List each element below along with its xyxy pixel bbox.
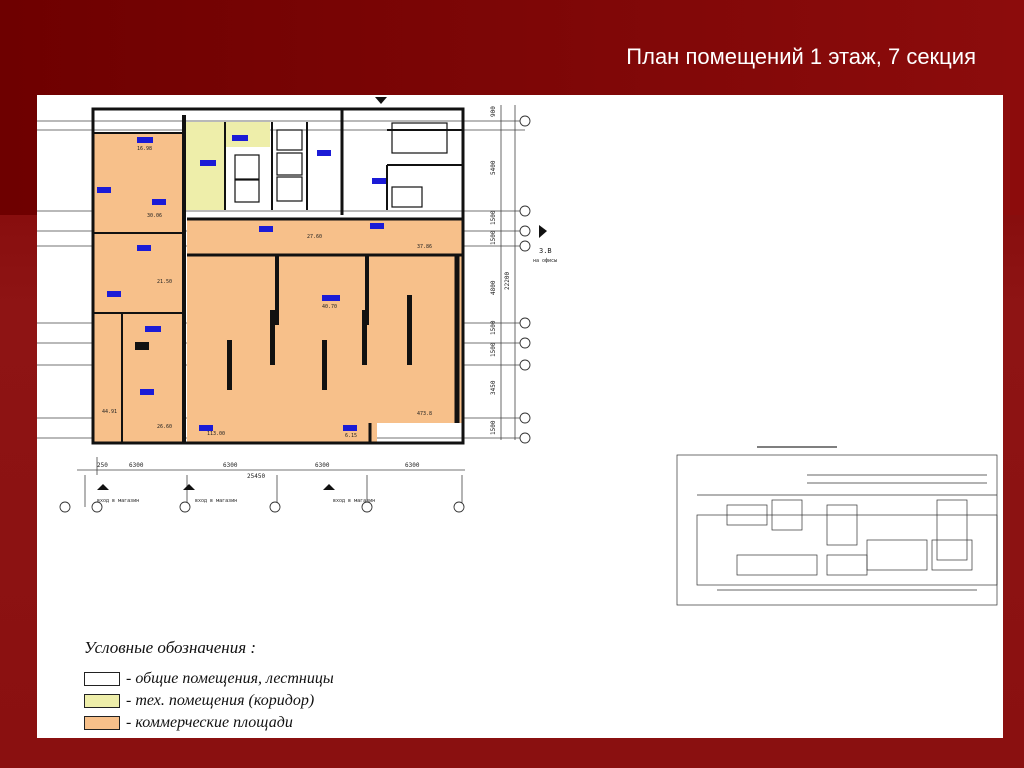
legend-row-common [84, 668, 334, 690]
dimension-label: 6300 [405, 462, 420, 469]
area-label: 6.15 [345, 433, 358, 439]
entrance-label: вход в магазин [195, 498, 238, 504]
dimension-label: 6300 [129, 462, 144, 469]
swatch-technical [84, 694, 120, 708]
area-label: 37.86 [417, 244, 433, 250]
dimension-label: 1500 [490, 210, 497, 225]
dimension-label: 6300 [315, 462, 330, 469]
dimension-label: 25450 [247, 473, 266, 480]
dimension-label: 4800 [490, 280, 497, 295]
legend-title: Условные обозначения : [84, 638, 257, 657]
entrances [97, 484, 375, 504]
north-arrow [375, 97, 387, 104]
entry-arrow-right [539, 225, 547, 238]
dimension-label: 22200 [504, 271, 511, 290]
dimension-label: 900 [490, 106, 497, 117]
area-label: 16.98 [137, 146, 153, 152]
dimension-label: 6300 [223, 462, 238, 469]
entrance-label: вход в магазин [97, 498, 140, 504]
slide-title: План помещений 1 этаж, 7 секция [626, 44, 976, 69]
area-label: 30.06 [147, 213, 163, 219]
technical-area-2 [225, 122, 270, 147]
entrance-label: вход в магазин [333, 498, 376, 504]
legend-label: - коммерческие площади [126, 714, 293, 731]
dimension-label: 250 [97, 462, 108, 469]
dimension-label: 1500 [490, 420, 497, 435]
dimension-label: 1500 [490, 320, 497, 335]
dimension-label: 5400 [490, 160, 497, 175]
area-label: 44.91 [102, 409, 118, 415]
area-label: 40.70 [322, 304, 338, 310]
legend [84, 638, 334, 734]
site-plan [677, 447, 997, 605]
right-dimensions [490, 106, 511, 435]
swatch-commercial [84, 716, 120, 730]
axis-markers-right [520, 116, 530, 443]
swatch-common [84, 672, 120, 686]
area-label: 26.60 [157, 424, 173, 430]
area-label: 473.8 [417, 411, 433, 417]
area-label: 21.50 [157, 279, 173, 285]
legend-label: - общие помещения, лестницы [126, 670, 334, 687]
legend-row-technical [84, 690, 334, 712]
legend-label: - тех. помещения (коридор) [126, 692, 315, 709]
axis-label: 3.В [539, 247, 552, 255]
dimension-label: 3450 [490, 380, 497, 395]
dimension-label: 1500 [490, 342, 497, 357]
area-label: 113.00 [207, 431, 226, 437]
bottom-dimensions [97, 462, 420, 480]
dimension-label: 1500 [490, 230, 497, 245]
area-label: 27.60 [307, 234, 323, 240]
legend-row-commercial [84, 712, 334, 734]
axis-sublabel: на офисы [533, 258, 558, 264]
